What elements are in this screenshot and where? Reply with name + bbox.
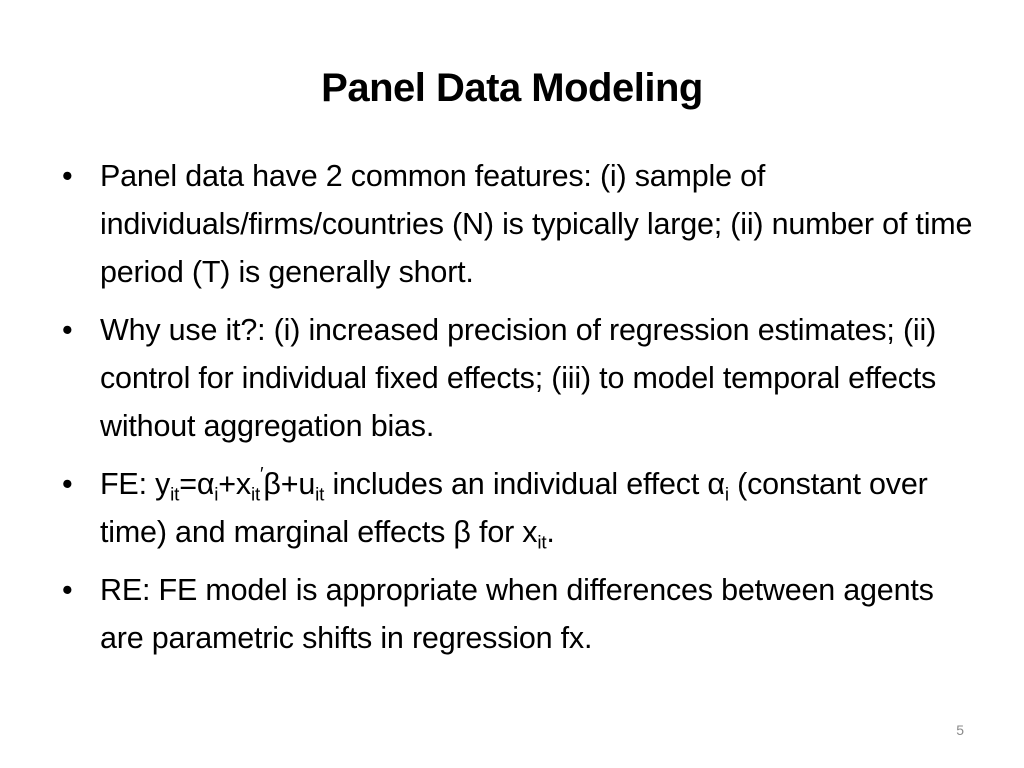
bullet-text: RE: FE model is appropriate when differences between agents are parametric shifts in regression fx. [100,573,934,655]
subscript-i: i [214,484,219,506]
fe-rest-text: (constant over time) and marginal effects β for x [100,467,928,549]
bullet-icon: • [62,573,73,607]
fe-end-text: . [546,515,555,549]
fe-alpha: =α [179,467,215,501]
prime-mark: ′ [260,463,264,485]
fe-plus-x: +x [218,467,251,501]
page-number: 5 [956,722,964,738]
fe-beta-u: β+u [263,467,316,501]
fe-mid-text: includes an individual effect α [324,467,725,501]
bullet-item-panel-features [60,152,980,296]
bullet-item-re-model [60,566,980,662]
bullet-icon: • [62,159,73,193]
bullet-text: Panel data have 2 common features: (i) sample of individuals/firms/countries (N) is typically large; (ii) number of time period (T) is generally short. [100,159,973,289]
subscript-i: i [724,484,729,506]
bullet-icon: • [62,467,73,501]
subscript-it: it [170,484,180,506]
fe-equation-text [100,463,928,554]
fe-prefix: FE: y [100,467,171,501]
subscript-it: it [250,484,261,506]
subscript-it: it [537,532,547,554]
bullet-list [60,152,980,672]
subscript-it: it [315,484,325,506]
bullet-item-why-use [60,306,980,450]
bullet-item-fe-model [60,460,980,556]
slide-title: Panel Data Modeling [321,66,703,110]
bullet-icon: • [62,313,73,347]
bullet-text: Why use it?: (i) increased precision of regression estimates; (ii) control for individual fixed effects; (iii) to model temporal effects without aggregation bias. [100,313,937,443]
